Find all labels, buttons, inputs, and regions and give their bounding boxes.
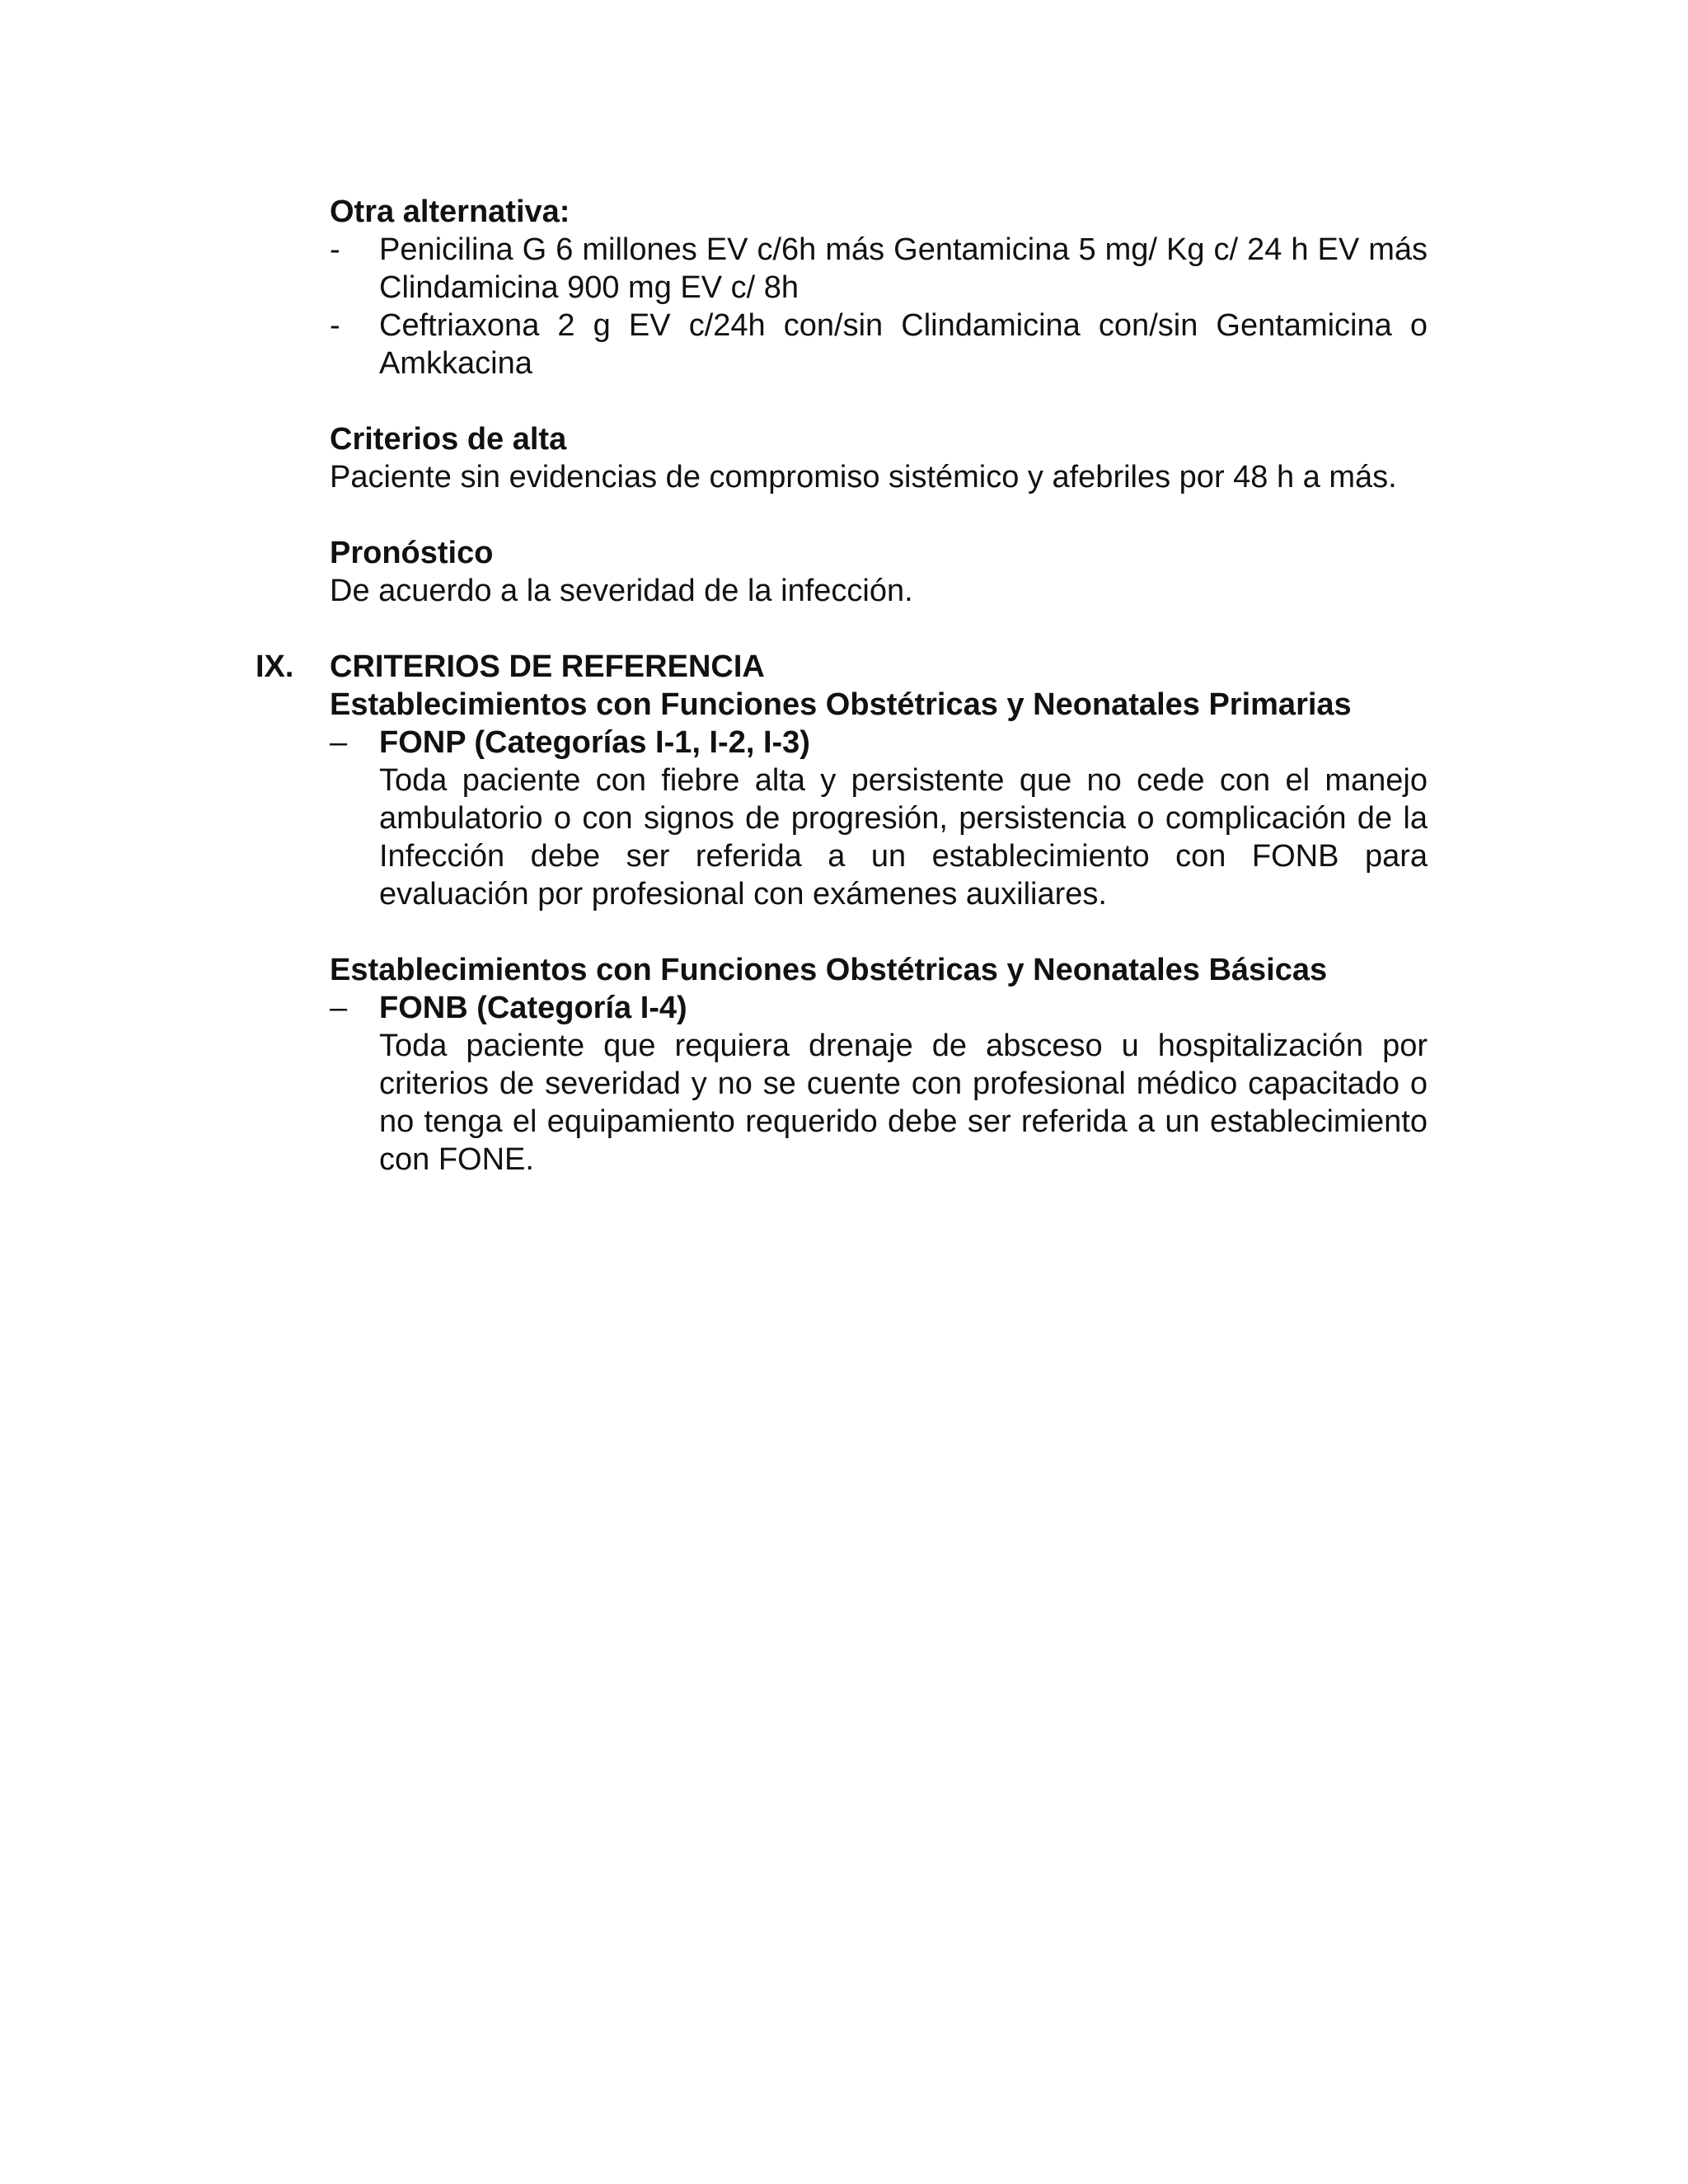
basicas-heading: Establecimientos con Funciones Obstétricas y Neonatales Básicas (330, 953, 1328, 987)
alternativa-item-2 (330, 307, 1428, 382)
list-dash-marker: – (330, 991, 348, 1025)
primarias-heading: Establecimientos con Funciones Obstétricas y Neonatales Primarias (330, 687, 1352, 722)
criterios-alta-text: Paciente sin evidencias de compromiso sistémico y afebriles por 48 h a más. (330, 460, 1397, 494)
alternativa-item-text: Penicilina G 6 millones EV c/6h más Gentamicina 5 mg/ Kg c/ 24 h EV más Clindamicina 900 mg EV c/ 8h (379, 232, 1428, 305)
spacer (330, 496, 1428, 534)
section-number: IX. (256, 649, 294, 684)
fonp-item (330, 724, 1428, 913)
pronostico-text: De acuerdo a la severidad de la infección. (330, 574, 913, 608)
list-dash-marker: - (330, 232, 340, 267)
list-dash-marker: - (330, 308, 340, 343)
document-content (256, 193, 1428, 1179)
fonb-item (330, 989, 1428, 1179)
alternativa-item-1 (330, 231, 1428, 307)
alternativa-item-text: Ceftriaxona 2 g EV c/24h con/sin Clindamicina con/sin Gentamicina o Amkkacina (379, 308, 1428, 381)
fonb-item-title: FONB (Categoría I-4) (379, 991, 687, 1025)
pronostico-heading: Pronóstico (330, 536, 494, 570)
spacer (330, 610, 1428, 648)
spacer (330, 913, 1428, 951)
fonp-item-text: Toda paciente con fiebre alta y persistente que no cede con el manejo ambulatorio o con signos de progresión, persistencia o complicación de la Infección debe ser referida a un establecimiento con FONB para evaluación por profesional con exámenes auxiliares. (379, 763, 1428, 912)
list-dash-marker: – (330, 725, 348, 760)
fonb-item-text: Toda paciente que requiera drenaje de absceso u hospitalización por criterios de severidad y no se cuente con profesional médico capacitado o no tenga el equipamiento requerido debe ser referida a un establecimiento con FONE. (379, 1029, 1428, 1177)
alternativa-heading: Otra alternativa: (330, 194, 570, 229)
section-ix-title-row (256, 648, 1428, 686)
spacer (330, 382, 1428, 420)
criterios-alta-heading: Criterios de alta (330, 422, 567, 457)
fonp-item-title: FONP (Categorías I-1, I-2, I-3) (379, 725, 810, 760)
section-title: CRITERIOS DE REFERENCIA (330, 649, 765, 684)
